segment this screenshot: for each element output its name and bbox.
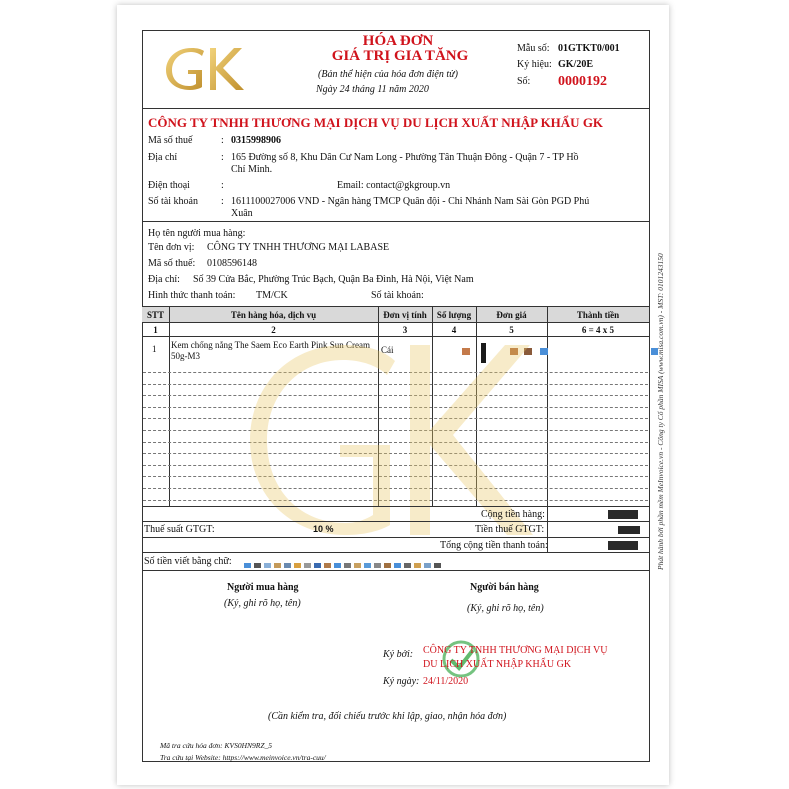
seller-phone-label: Điện thoại xyxy=(148,180,190,191)
table-border xyxy=(142,506,649,507)
form-label: Mẫu số: xyxy=(517,43,550,54)
table-border xyxy=(142,306,649,307)
redacted-word xyxy=(304,563,311,568)
header-name: Tên hàng hóa, dịch vụ xyxy=(230,310,317,320)
redacted-word xyxy=(434,563,441,568)
gk-logo xyxy=(160,40,255,95)
vat-rate-label: Thuế suất GTGT: xyxy=(144,524,215,535)
footer-note: (Cần kiểm tra, đối chiếu trước khi lập, giao, nhận hóa đơn) xyxy=(268,711,507,722)
divider xyxy=(142,221,649,222)
redacted-value xyxy=(608,541,638,550)
invoice-subtitle: (Bản thể hiện của hóa đơn điện tử) xyxy=(318,69,458,80)
grand-total-label: Tổng cộng tiền thanh toán: xyxy=(440,540,548,551)
redacted-value xyxy=(608,510,638,519)
seller-address-line1: 165 Đường số 8, Khu Dân Cư Nam Long - Phường Tân Thuận Đông - Quận 7 - TP Hồ xyxy=(231,152,579,163)
buyer-unit-value: CÔNG TY TNHH THƯƠNG MẠI LABASE xyxy=(207,242,390,253)
redacted-word xyxy=(414,563,421,568)
buyer-tax-value: 0108596148 xyxy=(207,258,257,269)
redacted-word xyxy=(294,563,301,568)
invoice-title-line1: HÓA ĐƠN xyxy=(362,33,434,49)
signed-by-line1: CÔNG TY TNHH THƯƠNG MẠI DỊCH VỤ xyxy=(423,645,608,656)
col-number: 3 xyxy=(402,325,408,335)
redacted-word xyxy=(244,563,251,568)
seller-email: Email: contact@gkgroup.vn xyxy=(337,180,451,191)
signed-date-value: 24/11/2020 xyxy=(423,676,469,687)
redacted-word xyxy=(254,563,261,568)
divider xyxy=(142,537,649,538)
seller-tax-label: Mã số thuế xyxy=(148,135,193,146)
col-number: 1 xyxy=(153,325,158,335)
vat-rate-value: 10 % xyxy=(313,524,334,534)
invoice-number: 0000192 xyxy=(558,74,607,89)
header-stt: STT xyxy=(146,310,164,320)
row1-name-line1: Kem chống nắng The Saem Eco Earth Pink Sun Cream xyxy=(171,340,371,350)
signed-by-line2: DU LỊCH XUẤT NHẬP KHẨU GK xyxy=(423,659,572,670)
buyer-name-label: Họ tên người mua hàng: xyxy=(148,228,246,239)
lookup-site: Tra cứu tại Website: https://www.meinvoice.vn/tra-cuu/ xyxy=(160,753,326,762)
redacted-word xyxy=(274,563,281,568)
redacted-word xyxy=(264,563,271,568)
buyer-payment-label: Hình thức thanh toán: xyxy=(148,290,236,301)
row1-name-line2: 50g-M3 xyxy=(171,351,200,361)
divider xyxy=(142,552,649,553)
seller-address-label: Địa chỉ xyxy=(148,152,178,163)
redacted-value xyxy=(540,348,548,355)
seller-account-line2: Xuân xyxy=(231,208,253,219)
redacted-word xyxy=(364,563,371,568)
redacted-word xyxy=(344,563,351,568)
signed-date-label: Ký ngày: xyxy=(383,676,420,687)
col-number: 4 xyxy=(451,325,457,335)
redacted-word xyxy=(314,563,321,568)
invoice-date: Ngày 24 tháng 11 năm 2020 xyxy=(316,84,429,95)
redacted-value xyxy=(618,526,640,534)
symbol-label: Ký hiệu: xyxy=(517,59,552,70)
header-unit: Đơn vị tính xyxy=(383,310,427,320)
number-label: Số: xyxy=(517,76,531,87)
col-number: 6 = 4 x 5 xyxy=(581,325,615,335)
buyer-tax-label: Mã số thuế: xyxy=(148,258,196,269)
colon: : xyxy=(221,196,224,207)
divider xyxy=(142,521,649,522)
header-qty: Số lượng xyxy=(436,310,472,320)
redacted-word xyxy=(354,563,361,568)
divider xyxy=(142,108,649,109)
header-amount: Thành tiền xyxy=(576,310,620,320)
redacted-word xyxy=(374,563,381,568)
amount-cell xyxy=(548,337,648,367)
table-border xyxy=(142,322,649,323)
redacted-word xyxy=(334,563,341,568)
buyer-account-label: Số tài khoản: xyxy=(371,290,424,301)
lookup-code: Mã tra cứu hóa đơn: KVS0HN9RZ_5 xyxy=(160,741,273,750)
buyer-unit-label: Tên đơn vị: xyxy=(148,242,195,253)
redacted-word xyxy=(284,563,291,568)
divider xyxy=(142,570,649,571)
colon: : xyxy=(221,180,224,191)
symbol-value: GK/20E xyxy=(558,59,594,70)
side-publisher-text: Phát hành bởi phần mềm MeInvoice.vn - Công ty Cổ phần MISA (www.misa.com.vn) - MST: 0101243150 xyxy=(656,253,665,570)
buyer-sign-title: Người mua hàng xyxy=(227,582,299,593)
invoice-title-line2: GIÁ TRỊ GIA TĂNG xyxy=(331,48,469,64)
seller-sign-title: Người bán hàng xyxy=(470,582,539,593)
row1-unit: Cái xyxy=(381,345,394,355)
seller-account-label: Số tài khoản xyxy=(148,196,198,207)
colon: : xyxy=(221,152,224,163)
row1-stt: 1 xyxy=(152,344,157,354)
form-value: 01GTKT0/001 xyxy=(558,43,620,54)
redacted-word xyxy=(324,563,331,568)
buyer-address-label: Địa chỉ: xyxy=(148,274,180,285)
seller-account-line1: 1611100027006 VND - Ngân hàng TMCP Quân đội - Chi Nhánh Nam Sài Gòn PGD Phú xyxy=(231,196,590,207)
seller-address-line2: Chí Minh. xyxy=(231,164,273,175)
buyer-sign-hint: (Ký, ghi rõ họ, tên) xyxy=(224,598,301,609)
header-price: Đơn giá xyxy=(496,310,527,320)
redacted-word xyxy=(404,563,411,568)
vat-amount-label: Tiền thuế GTGT: xyxy=(475,524,545,535)
colon: : xyxy=(221,135,224,146)
seller-name: CÔNG TY TNHH THƯƠNG MẠI DỊCH VỤ DU LỊCH XUẤT NHẬP KHẨU GK xyxy=(148,115,604,130)
in-words-label: Số tiền viết bằng chữ: xyxy=(144,556,232,567)
redacted-word xyxy=(424,563,431,568)
buyer-payment-value: TM/CK xyxy=(256,290,288,301)
seller-sign-hint: (Ký, ghi rõ họ, tên) xyxy=(467,603,544,614)
col-number: 2 xyxy=(271,325,276,335)
seller-tax-value: 0315998906 xyxy=(231,135,281,146)
redacted-word xyxy=(384,563,391,568)
signed-by-label: Ký bởi: xyxy=(383,649,414,660)
col-number: 5 xyxy=(509,325,514,335)
subtotal-label: Cộng tiền hàng: xyxy=(481,509,545,520)
buyer-address-value: Số 39 Cửa Bắc, Phường Trúc Bạch, Quận Ba Đình, Hà Nội, Việt Nam xyxy=(193,274,474,285)
redacted-word xyxy=(394,563,401,568)
